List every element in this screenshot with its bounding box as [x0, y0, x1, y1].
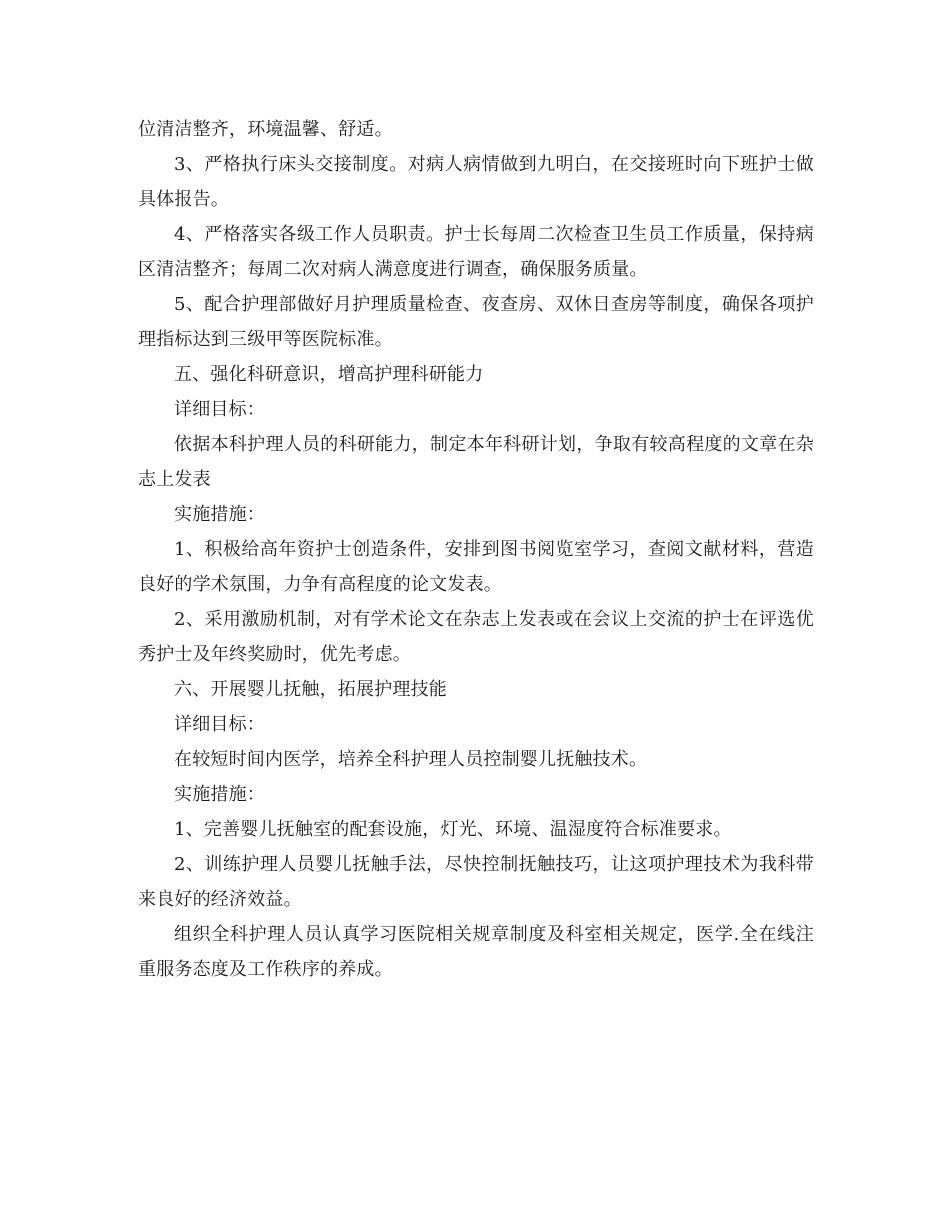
section-heading-5: 五、强化科研意识，增高护理科研能力 — [174, 364, 484, 385]
document-body — [138, 112, 814, 987]
section-heading-6: 六、开展婴儿抚触，拓展护理技能 — [174, 679, 447, 700]
paragraph-measure-1b: 1、完善婴儿抚触室的配套设施，灯光、环境、温湿度符合标准要求。 — [174, 819, 732, 840]
paragraph-continuation: 位清洁整齐，环境温馨、舒适。 — [138, 119, 393, 140]
paragraph-item-4: 4、严格落实各级工作人员职责。护士长每周二次检查卫生员工作质量，保持病区清洁整齐；每周二次对病人满意度进行调查，确保服务质量。 — [138, 224, 814, 280]
paragraph-goal-text: 依据本科护理人员的科研能力，制定本年科研计划，争取有较高程度的文章在杂志上发表 — [138, 434, 814, 490]
subheading-goal: 详细目标： — [174, 399, 265, 420]
paragraph-measure-2b: 2、训练护理人员婴儿抚触手法，尽快控制抚触技巧，让这项护理技术为我科带来良好的经济效益。 — [138, 854, 814, 910]
paragraph-item-3: 3、严格执行床头交接制度。对病人病情做到九明白，在交接班时向下班护士做具体报告。 — [138, 154, 814, 210]
paragraph-item-5: 5、配合护理部做好月护理质量检查、夜查房、双休日查房等制度，确保各项护理指标达到三级甲等医院标准。 — [138, 294, 814, 350]
paragraph-closing: 组织全科护理人员认真学习医院相关规章制度及科室相关规定，医学.全在线注重服务态度及工作秩序的养成。 — [138, 924, 814, 980]
paragraph-measure-1: 1、积极给高年资护士创造条件，安排到图书阅览室学习，查阅文献材料，营造良好的学术氛围，力争有高程度的论文发表。 — [138, 539, 814, 595]
paragraph-measure-2: 2、采用激励机制，对有学术论文在杂志上发表或在会议上交流的护士在评选优秀护士及年终奖励时，优先考虑。 — [138, 609, 814, 665]
paragraph-goal-text-2: 在较短时间内医学，培养全科护理人员控制婴儿抚触技术。 — [174, 749, 648, 770]
subheading-goal-2: 详细目标： — [174, 714, 265, 735]
subheading-measures-2: 实施措施： — [174, 784, 265, 805]
subheading-measures: 实施措施： — [174, 504, 265, 525]
